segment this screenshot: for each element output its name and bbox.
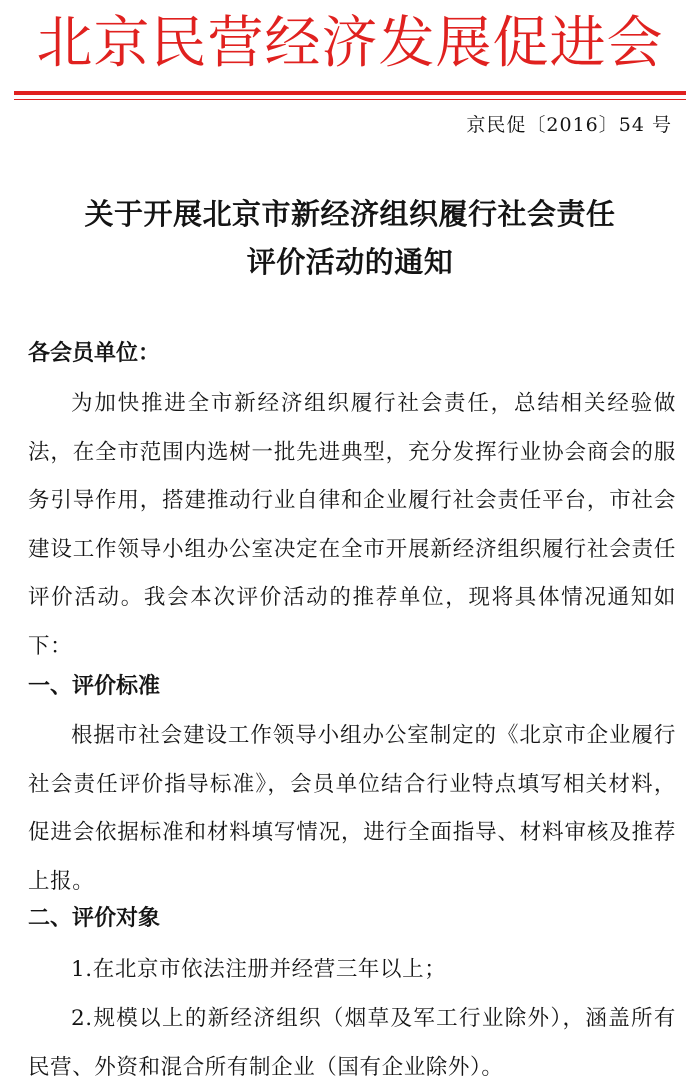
header-red-rule-thin: [14, 99, 686, 100]
document-title: [0, 190, 700, 286]
header-red-rule: [14, 91, 686, 95]
target-item-2: 2.规模以上的新经济组织（烟草及军工行业除外），涵盖所有民营、外资和混合所有制企业（国有企业除外）。: [28, 1006, 676, 1080]
criteria-paragraph: 根据市社会建设工作领导小组办公室制定的《北京市企业履行社会责任评价指导标准》，会员单位结合行业特点填写相关材料，促进会依据标准和材料填写情况，进行全面指导、材料审核及推荐上报。: [28, 723, 676, 894]
document-number: 京民促〔2016〕54 号: [466, 114, 672, 136]
organization-name: 北京民营经济发展促进会: [36, 13, 664, 75]
section-heading-criteria: 一、评价标准: [28, 674, 161, 699]
section-heading-targets: 二、评价对象: [28, 906, 161, 931]
intro-paragraph: 为加快推进全市新经济组织履行社会责任，总结相关经验做法，在全市范围内选树一批先进典型，充分发挥行业协会商会的服务引导作用，搭建推动行业自律和企业履行社会责任平台，市社会建设工作领导小组办公室决定在全市开展新经济组织履行社会责任评价活动。我会本次评价活动的推荐单位，现将具体情况通知如下：: [28, 391, 676, 659]
target-item-1: 1.在北京市依法注册并经营三年以上；: [71, 957, 447, 982]
title-line-1: 关于开展北京市新经济组织履行社会责任: [84, 197, 616, 231]
salutation: 各会员单位：: [28, 341, 161, 366]
title-line-2: 评价活动的通知: [246, 245, 454, 279]
